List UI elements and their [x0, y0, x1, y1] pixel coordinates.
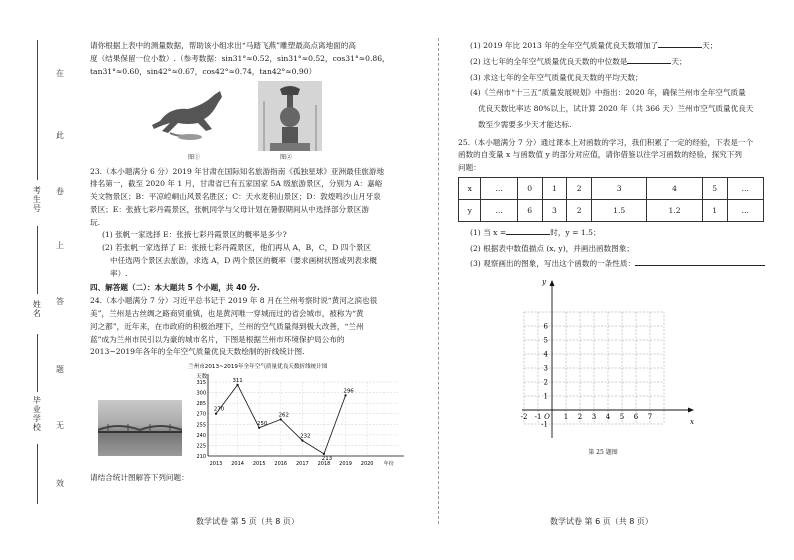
chart-data-label: 270 [213, 406, 225, 413]
chart-x-tick: 年份 [383, 461, 394, 468]
table-cell: … [481, 177, 517, 199]
air-quality-line-chart [182, 360, 412, 472]
q24-line: 美”，兰州是古丝绸之路商贸重镇，也是黄河唯一穿城而过的省会城市，被称为“黄 [90, 309, 364, 319]
table-cell: 1.5 [592, 199, 647, 221]
table-cell: 2 [567, 199, 592, 221]
closing-line: 请结合统计图解答下列问题： [90, 473, 189, 483]
chart-ylabel: 天数 [196, 374, 208, 381]
grid-y-tick: 1 [543, 392, 548, 401]
q24-sub-4: (4)《兰州市“十三五”质量发展规划》中指出：2020 年，确保兰州市全年空气质量 [470, 88, 746, 98]
chart-y-tick: 240 [196, 432, 206, 439]
q25-line: 问题： [458, 163, 481, 173]
binding-char: 卷 [56, 187, 64, 196]
q25-sub-3: (3) 观察画出的图象，写出这个函数的一条性质： [458, 258, 770, 270]
table-cell: … [727, 199, 764, 221]
grid-x-tick: 2 [577, 413, 583, 422]
q25-sub-2: (2) 根据表中数值描点 (x, y)，并画出函数图象； [470, 243, 635, 253]
chart-data-label: 262 [278, 412, 289, 419]
chart-data-label: 213 [321, 455, 333, 462]
chart-data-label: 232 [300, 433, 311, 440]
x-axis-label: x [690, 418, 694, 427]
table-cell: 1.2 [647, 199, 702, 221]
page-6-footer: 数学试卷 第 6 页（共 8 页） [550, 517, 653, 526]
function-value-table [458, 177, 764, 222]
binding-line [37, 444, 38, 504]
q24-sub-2: (2) 这七年的全年空气质量优良天数的中位数是 天； [470, 56, 687, 66]
q24-sub-3: (3) 求这七年的全年空气质量优良天数的平均天数； [470, 72, 643, 82]
chart-y-tick: 255 [196, 422, 206, 429]
chart-y-tick: 315 [196, 380, 206, 387]
binding-char: 效 [56, 479, 64, 488]
grid-y-tick: 5 [543, 336, 548, 345]
chart-title: 兰州市2013~2019年全年空气质量优良天数折线统计图 [188, 364, 328, 371]
page-5 [90, 40, 412, 485]
horse-statue-image [148, 81, 236, 143]
q25-line: 25.（本小题满分 7 分）通过课本上对函数的学习，我们积累了一定的经验，下表是一个 [458, 137, 754, 147]
table-cell: 1 [702, 199, 727, 221]
intro-line: 度（结果保留一位小数）.（参考数据：sin31°≈0.52，sin31°≈0.52，cos31°≈0.86， [90, 53, 390, 63]
chart-point [236, 384, 238, 386]
chart-x-tick: 2016 [274, 461, 288, 468]
chart-data-label: 296 [343, 388, 354, 395]
binding-char: 答 [56, 297, 64, 306]
grid-y-tick: 2 [543, 378, 548, 387]
binding-margin [0, 0, 82, 560]
grid-x-tick: 5 [619, 413, 625, 422]
q23-line: 排名第一，截至 2020 年 1 月，甘肃省已有五家国家 5A 级旅游景区，分别为 A：嘉峪 [90, 179, 383, 189]
grid-y-tick: -1 [541, 420, 548, 429]
y-axis-arrow [550, 280, 555, 286]
answer-blank[interactable] [506, 227, 550, 235]
intro-line: tan31°≈0.60，sin42°≈0.67，cos42°≈0.74，tan42°≈0.90） [90, 66, 317, 76]
binding-char: 无 [56, 421, 64, 430]
binding-char: 在 [56, 69, 64, 78]
answer-blank[interactable] [658, 40, 702, 48]
chart-x-tick: 2015 [252, 461, 266, 468]
chart-y-tick: 225 [196, 443, 206, 450]
table-cell: 3 [542, 199, 567, 221]
table-row-y [459, 199, 764, 221]
table-cell: x [459, 177, 481, 199]
binding-line [37, 226, 38, 294]
table-cell: 6 [517, 199, 542, 221]
chart-x-tick: 2019 [339, 461, 352, 468]
figure-2-caption: 图② [280, 154, 293, 162]
q23-line: 23.（本小题满分 6 分）2019 年甘肃在国际知名旅游指南《孤独星球》亚洲最佳旅游地 [90, 166, 385, 176]
column-divider [438, 38, 439, 524]
grid-x-tick: 1 [563, 413, 569, 422]
candidate-number-label: 考生号 [32, 186, 42, 213]
bridge-photo [98, 400, 182, 456]
answer-blank[interactable] [627, 56, 671, 64]
grid-x-tick: -2 [520, 413, 528, 422]
chart-data-label: 250 [257, 420, 268, 427]
q24-sub-4-cont: 优良天数比率达 80%以上，试计算 2020 年（共 366 天）兰州市空气质量优良天 [478, 104, 754, 114]
q24-line: 2013~2019年各年的全年空气质量优良天数绘制的折线统计图. [90, 347, 305, 357]
q23-sub: 中任选两个景区去旅游，求选 A，D 两个景区的概率（要求画树状图或列表求概 [110, 255, 377, 265]
coordinate-plane [516, 272, 696, 442]
grid-x-tick: 4 [605, 413, 611, 422]
q24-line: 蓝”成为兰州市民引以为豪的城市名片，下图是根据兰州市环境保护局公布的 [90, 334, 345, 344]
figure-1-caption: 图① [188, 154, 201, 162]
table-cell: … [481, 199, 517, 221]
table-cell: … [727, 177, 764, 199]
chart-x-tick: 2018 [317, 461, 331, 468]
binding-line [37, 334, 38, 392]
chart-x-tick: 2014 [231, 461, 244, 468]
chart-x-tick: 2020 [360, 461, 374, 468]
q25-sub-1: (1) 当 x = 时，y = 1.5； [470, 227, 601, 237]
grid-x-tick: 7 [647, 413, 653, 422]
figure-captions [188, 153, 412, 162]
figure-row [148, 81, 412, 151]
x-axis-arrow [688, 408, 694, 413]
chart-y-tick: 270 [196, 411, 206, 418]
chart-point [258, 427, 260, 429]
table-cell: 3 [592, 177, 647, 199]
table-cell: 4 [647, 177, 702, 199]
q24-sub-1: (1) 2019 年比 2013 年的全年空气质量优良天数增加了 天； [470, 41, 718, 50]
chart-x-tick: 2017 [295, 461, 309, 468]
chart-point [323, 453, 325, 455]
y-axis-label: y [542, 278, 546, 287]
table-cell: 5 [702, 177, 727, 199]
q24-figure [90, 360, 412, 472]
chart-y-tick: 285 [196, 401, 206, 408]
chart-point [280, 418, 282, 420]
figure-25-caption: 第 25 题图 [588, 448, 618, 456]
section-heading: 四、解答题（二）：本大题共 5 个小题，共 40 分. [90, 283, 260, 293]
binding-char: 题 [56, 365, 64, 374]
table-cell: 2 [567, 177, 592, 199]
q23-sub: (2) 若张帆一家选择了 E：张掖七彩丹霞景区，他们再从 A，B，C，D 四个景区 [102, 243, 372, 253]
q23-line: 玩. [90, 217, 101, 227]
chart-y-tick: 210 [196, 454, 206, 461]
table-cell: 0 [517, 177, 542, 199]
q24-line: 河之都”，近年来，在市政府的积极治理下，兰州的空气质量得到极大改善，“兰州 [90, 321, 364, 331]
chart-data-label: 311 [232, 377, 243, 384]
chart-point [215, 413, 217, 415]
q23-line: 关文物景区；B：平凉崆峒山风景名胜区；C：天水麦积山景区；D：敦煌鸣沙山月牙泉 [90, 192, 381, 202]
name-label: 姓名 [32, 300, 42, 318]
q25-line: 函数的自变量 x 与函数值 y 的部分对应值，请你借鉴以往学习函数的经验，探究下列 [458, 150, 743, 160]
intro-line: 请你根据上表中的测量数据，帮助该小组求出“马踏飞燕”雕塑最高点离地面的高 [90, 41, 356, 50]
binding-char: 上 [56, 241, 64, 250]
table-row-x [459, 177, 764, 199]
chart-point [344, 394, 346, 396]
table-cell: y [459, 199, 481, 221]
grid-y-tick: 6 [543, 322, 548, 331]
grid-y-tick: 3 [543, 364, 548, 373]
grid-x-tick: O [544, 413, 550, 422]
grid-x-tick: -1 [534, 413, 542, 422]
chart-y-tick: 300 [196, 390, 206, 397]
chart-x-tick: 2013 [209, 461, 223, 468]
grid-x-tick: 6 [633, 413, 639, 422]
q23-sub: 率）. [110, 268, 128, 278]
chart-point [301, 439, 303, 441]
q24-line: 24.（本小题满分 7 分）习近平总书记于 2019 年 8 月在兰州考察时说“黄河之滨也很 [90, 296, 378, 306]
statue-on-pillar-image [258, 81, 322, 151]
page-5-footer: 数学试卷 第 5 页（共 8 页） [196, 517, 299, 526]
q24-sub-4-cont: 数至少需要多少天才能达标. [478, 119, 572, 129]
binding-char: 此 [56, 131, 64, 140]
answer-blank[interactable] [635, 258, 765, 266]
grid-x-tick: 3 [591, 413, 597, 422]
q25-coordinate-grid [516, 272, 770, 457]
q23-sub: (1) 张帆一家选择 E：张掖七彩丹霞景区的概率是多少? [102, 230, 287, 240]
school-label: 毕业学校 [32, 396, 42, 432]
page-6 [458, 40, 770, 457]
table-cell: 1 [542, 177, 567, 199]
q23-line: 景区；E：张掖七彩丹霞景区，张帆同学与父母计划在暑假期间从中选择部分景区游 [90, 204, 369, 214]
grid-y-tick: 4 [543, 350, 548, 359]
binding-line [37, 40, 38, 180]
